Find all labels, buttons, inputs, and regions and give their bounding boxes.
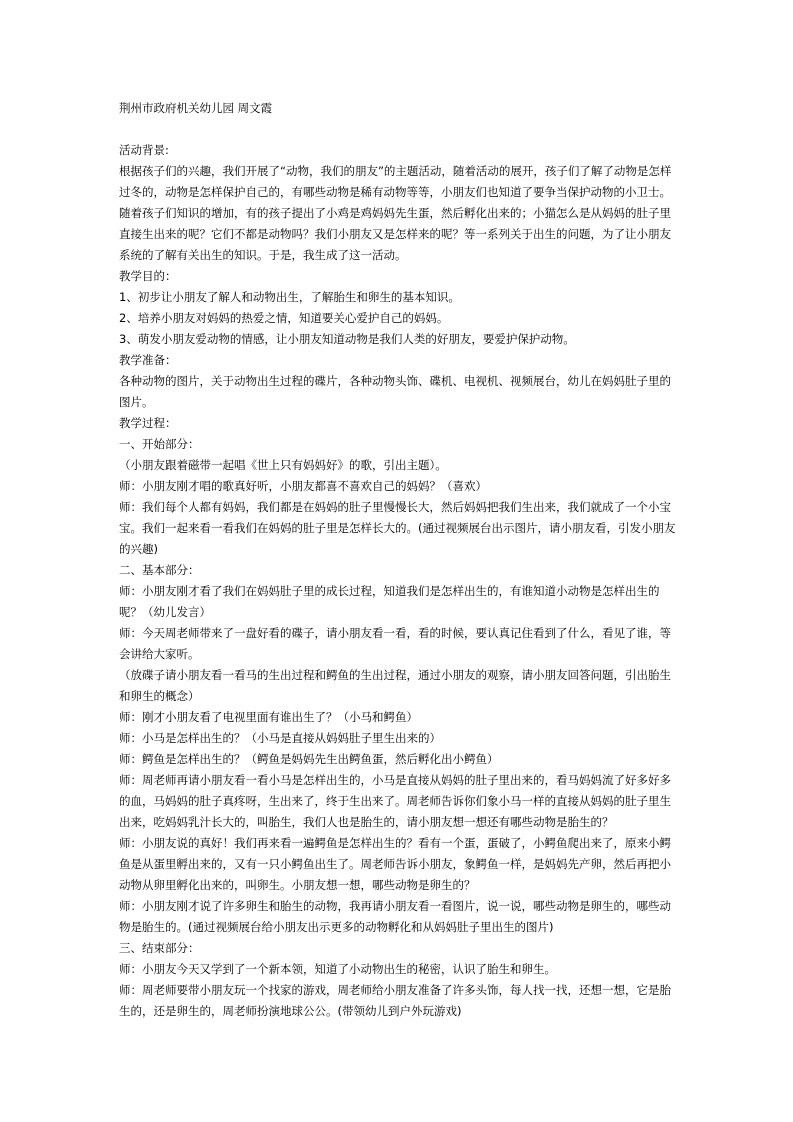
author-line: 荆州市政府机关幼儿园 周文霞 <box>119 101 273 115</box>
part2-paragraph: 师：小朋友刚才说了许多卵生和胎生的动物，我再请小朋友看一看图片，说一说，哪些动物是卵生的，哪些动物是胎生的。(通过视频展台给小朋友出示更多的动物孵化和从妈妈肚子里出生的图片) <box>119 899 671 934</box>
background-heading: 活动背景: <box>119 143 169 157</box>
process-heading: 教学过程： <box>119 416 177 430</box>
part1-paragraph: 师：小朋友刚才唱的歌真好听，小朋友都喜不喜欢自己的妈妈？（喜欢） <box>119 479 487 493</box>
prep-paragraph: 各种动物的图片，关于动物出生过程的碟片，各种动物头饰、碟机、电视机、视频展台，幼儿在妈妈肚子里的图片。 <box>119 374 671 409</box>
background-paragraph: 根据孩子们的兴趣，我们开展了“动物，我们的朋友”的主题活动，随着活动的展开，孩子们了解了动物是怎样过冬的，动物是怎样保护自己的，有哪些动物是稀有动物等等，小朋友们也知道了要争当保护动物的小卫士。随着孩子们知识的增加，有的孩子提出了小鸡是鸡妈妈先生蛋，然后孵化出来的；小猫怎么是从妈妈的肚子里直接生出来的呢？它们不都是动物吗？我们小朋友又是怎样来的呢？等一系列关于出生的问题，为了让小朋友系统的了解有关出生的知识。于是，我生成了这一活动。 <box>119 164 672 262</box>
blank-line <box>119 119 679 140</box>
prep-heading: 教学准备： <box>119 353 177 367</box>
part2-paragraph: 师：小朋友刚才看了我们在妈妈肚子里的成长过程，知道我们是怎样出生的，有谁知道小动物是怎样出生的呢？（幼儿发言） <box>119 584 660 619</box>
part3-heading: 三、结束部分： <box>119 941 200 955</box>
part2-paragraph: 师：刚才小朋友看了电视里面有谁出生了？（小马和鳄鱼） <box>119 710 418 724</box>
part2-paragraph: 师：小朋友说的真好！我们再来看一遍鳄鱼是怎样出生的？看有一个蛋，蛋破了，小鳄鱼爬出来了，原来小鳄鱼是从蛋里孵出来的，又有一只小鳄鱼出生了。周老师告诉小朋友，象鳄鱼一样，是妈妈先产卵，然后再把小动物从卵里孵化出来的，叫卵生。小朋友想一想，哪些动物是卵生的？ <box>119 836 671 892</box>
part2-paragraph: （放碟子请小朋友看一看马的生出过程和鳄鱼的生出过程，通过小朋友的观察，请小朋友回答问题，引出胎生和卵生的概念） <box>119 668 671 703</box>
part2-heading: 二、基本部分： <box>119 563 200 577</box>
part2-paragraph: 师：小马是怎样出生的？（小马是直接从妈妈肚子里生出来的） <box>119 731 441 745</box>
goals-heading: 教学目的： <box>119 269 177 283</box>
part1-heading: 一、开始部分： <box>119 437 200 451</box>
part2-paragraph: 师：今天周老师带来了一盘好看的碟子，请小朋友看一看，看的时候，要认真记住看到了什么，看见了谁，等会讲给大家听。 <box>119 626 671 661</box>
part2-paragraph: 师：周老师再请小朋友看一看小马是怎样出生的，小马是直接从妈妈的肚子里出来的，看马妈妈流了好多好多的血，马妈妈的肚子真疼呀，生出来了，终于生出来了。周老师告诉你们象小马一样的直接从妈妈的肚子里生出来，吃妈妈乳汁长大的，叫胎生，我们人也是胎生的，请小朋友想一想还有哪些动物是胎生的？ <box>119 773 671 829</box>
goal-item: 3、萌发小朋友爱动物的情感，让小朋友知道动物是我们人类的好朋友，要爱护保护动物。 <box>119 332 575 346</box>
part3-paragraph: 师：周老师要带小朋友玩一个找家的游戏，周老师给小朋友准备了许多头饰，每人找一找，还想一想，它是胎生的，还是卵生的，周老师扮演地球公公。(带领幼儿到户外玩游戏) <box>119 983 671 1018</box>
goal-item: 2、培养小朋友对妈妈的热爱之情，知道要关心爱护自己的妈妈。 <box>119 311 449 325</box>
part1-paragraph: 师：我们每个人都有妈妈，我们都是在妈妈的肚子里慢慢长大，然后妈妈把我们生出来，我们就成了一个小宝宝。我们一起来看一看我们在妈妈的肚子里是怎样长大的。(通过视频展台出示图片，请小朋友看，引发小朋友的兴趣) <box>119 500 676 556</box>
goal-item: 1、初步让小朋友了解人和动物出生，了解胎生和卵生的基本知识。 <box>119 290 460 304</box>
part3-paragraph: 师：小朋友今天又学到了一个新本领，知道了小动物出生的秘密，认识了胎生和卵生。 <box>119 962 556 976</box>
part1-paragraph: （小朋友跟着磁带一起唱《世上只有妈妈好》的歌，引出主题）。 <box>119 458 447 472</box>
part2-paragraph: 师：鳄鱼是怎样出生的？（鳄鱼是妈妈先生出鳄鱼蛋，然后孵化出小鳄鱼） <box>119 752 499 766</box>
lesson-plan-body <box>119 98 679 1022</box>
